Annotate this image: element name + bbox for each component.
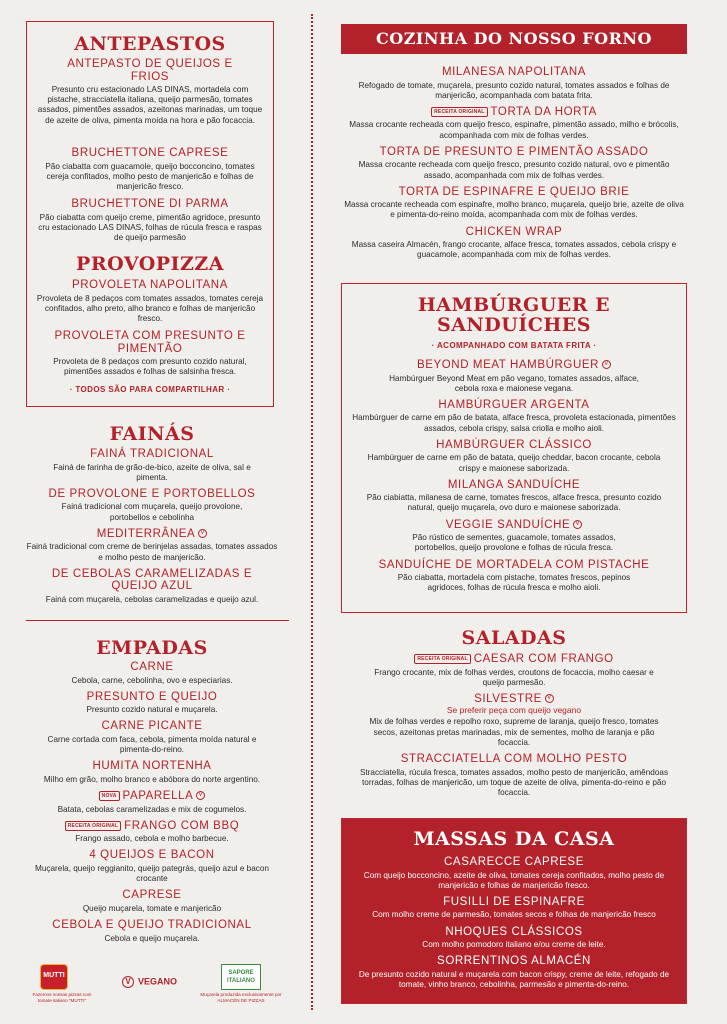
item-name: MILANESA NAPOLITANA bbox=[441, 66, 587, 78]
empadas-title: EMPADAS bbox=[96, 637, 208, 659]
item-name: TORTA DE ESPINAFRE E QUEIJO BRIE bbox=[398, 185, 630, 198]
item-name: MEDITERRÂNEA bbox=[96, 527, 196, 540]
item-name: CARNE PICANTE bbox=[101, 720, 203, 733]
item-desc: Massa crocante recheada com espinafre, molho branco, muçarela, queijo brie, azeite de oliva e pimenta-do-reino moída, acompanhada com mix de folhas verdes. bbox=[344, 200, 684, 220]
item-desc: Cebola, carne, cebolinha, ovo e especiarias. bbox=[71, 675, 233, 685]
new-tag: NOVA bbox=[99, 791, 120, 801]
item-name: ANTEPASTO DE QUEIJOS E FRIOS bbox=[67, 58, 233, 83]
vegan-icon: V bbox=[122, 976, 134, 988]
menu-item bbox=[352, 479, 676, 514]
item-desc: Pão ciabatta com queijo creme, pimentão agridoce, presunto cru estacionado LAS DINAS, folhas de rúcula fresca e raspas de queijo parmesão bbox=[38, 212, 262, 242]
item-desc: Provoleta de 8 pedaços com presunto cozido natural, pimentões assados e folhas de salsinha fresca. bbox=[53, 357, 247, 377]
item-name: BRUCHETTONE CAPRESE bbox=[71, 147, 229, 159]
menu-item bbox=[352, 856, 676, 891]
item-name: CARNE bbox=[130, 661, 174, 673]
item-desc: Com queijo bocconcino, azeite de oliva, tomates cereja confitados, molho pesto de manjericão e folhas de manjericão fresco. bbox=[363, 870, 665, 890]
item-desc: De presunto cozido natural e muçarela com bacon crispy, creme de leite, refogado de tomate, vinho branco, cebolinha, parmesão e pimenta-do-reino. bbox=[358, 969, 670, 990]
menu-item bbox=[26, 849, 278, 884]
item-desc: Batata, cebolas caramelizadas e mix de cogumelos. bbox=[57, 804, 247, 814]
menu-item bbox=[341, 226, 687, 261]
item-name: HAMBÚRGUER CLÁSSICO bbox=[436, 438, 592, 451]
item-name: PRESUNTO E QUEIJO bbox=[86, 690, 218, 703]
vegan-legend-label: VEGANO bbox=[138, 976, 178, 987]
menu-item bbox=[26, 760, 278, 785]
vegan-icon: V bbox=[545, 694, 554, 703]
massas-title: MASSAS DA CASA bbox=[413, 828, 615, 850]
item-name: HUMITA NORTENHA bbox=[92, 760, 212, 773]
item-name: FAINÁ TRADICIONAL bbox=[90, 448, 214, 460]
item-name: SANDUÍCHE DE MORTADELA COM PISTACHE bbox=[378, 558, 650, 571]
item-name: VEGGIE SANDUÍCHE bbox=[445, 518, 571, 531]
item-desc: Cebola e queijo muçarela. bbox=[104, 933, 200, 943]
antepastos-title: ANTEPASTOS bbox=[74, 33, 226, 55]
footer-logos bbox=[26, 962, 286, 1012]
mutti-caption: Fazemos nossas pizzas com tomate italiano "MUTTI" bbox=[32, 992, 92, 1003]
item-name: TORTA DE PRESUNTO E PIMENTÃO ASSADO bbox=[379, 145, 649, 158]
item-name: 4 QUEIJOS E BACON bbox=[89, 849, 215, 862]
item-desc: Provoleta de 8 pedaços com tomates assados, tomates cereja confitados, alho preto, alho branco e folhas de manjericão fresco. bbox=[36, 293, 264, 323]
item-desc: Pão ciabiatta, milanesa de carne, tomates frescos, alface fresca, presunto cozido natural, queijo muçarela, ovo duro e maionese saborizada. bbox=[366, 493, 662, 513]
center-divider bbox=[311, 14, 313, 1010]
forno-title: COZINHA DO NOSSO FORNO bbox=[376, 29, 652, 48]
item-desc: Fainá com muçarela, cebolas caramelizadas e queijo azul. bbox=[45, 594, 259, 604]
vegan-icon: V bbox=[198, 529, 207, 538]
item-name: HAMBÚRGUER ARGENTA bbox=[438, 398, 590, 411]
massas-list bbox=[352, 856, 676, 990]
item-desc: Pão rústico de sementes, guacamole, tomates assados, portobellos, queijo provolone e folhas de rúcula fresca. bbox=[412, 533, 616, 553]
menu-item bbox=[26, 661, 278, 686]
vegan-legend bbox=[122, 976, 177, 988]
menu-item bbox=[35, 58, 265, 126]
item-name: CASARECCE CAPRESE bbox=[444, 856, 584, 868]
item-desc: Presunto cozido natural e muçarela. bbox=[86, 705, 218, 715]
hamburguer-title-line2: SANDUÍCHES bbox=[436, 314, 592, 336]
menu-item bbox=[352, 399, 676, 434]
vegan-icon: V bbox=[573, 520, 582, 529]
item-desc: Queijo muçarela, tomate e manjericão bbox=[82, 903, 222, 913]
hamburguer-box bbox=[341, 283, 687, 613]
menu-item bbox=[26, 820, 278, 845]
vegan-icon: V bbox=[602, 360, 611, 369]
item-desc: Pão ciabatta, mortadela com pistache, tomates frescos, pepinos agridoces, folhas de rúcula fresca e molho aioli. bbox=[397, 573, 631, 593]
antepastos-box bbox=[26, 21, 274, 407]
item-desc: Muçarela, queijo reggianito, queijo pategrás, queijo azul e bacon crocante bbox=[35, 863, 269, 884]
item-name: PROVOLETA COM PRESUNTO E PIMENTÃO bbox=[54, 330, 246, 355]
item-name: CEBOLA E QUEIJO TRADICIONAL bbox=[52, 919, 252, 932]
menu-item bbox=[352, 926, 676, 951]
item-name: CAPRESE bbox=[122, 889, 182, 902]
menu-item bbox=[341, 653, 687, 688]
menu-item bbox=[352, 519, 676, 554]
fainas-title: FAINÁS bbox=[109, 423, 195, 445]
item-desc: Hambúrguer Beyond Meat em pão vegano, tomates assados, alface, cebola roxa e maionese vegana. bbox=[389, 373, 639, 393]
menu-item bbox=[341, 753, 687, 798]
empadas-section bbox=[26, 638, 278, 944]
hamburguer-list bbox=[352, 359, 676, 593]
item-name: BRUCHETTONE DI PARMA bbox=[71, 198, 229, 210]
item-desc: Mix de folhas verdes e repolho roxo, supreme de laranja, queijo fresco, tomates secos, azeitonas pretas marinadas, mix de sementes, molho de laranja e pão focaccia. bbox=[369, 717, 659, 747]
menu-item bbox=[26, 790, 278, 815]
menu-item bbox=[35, 330, 265, 377]
saladas-section bbox=[341, 628, 687, 798]
original-recipe-tag: RECEITA ORIGINAL bbox=[431, 107, 487, 117]
menu-item bbox=[341, 66, 687, 101]
mutti-logo: MUTTI bbox=[40, 964, 68, 990]
item-name: SORRENTINOS ALMACÉN bbox=[437, 955, 591, 968]
menu-item bbox=[26, 720, 278, 755]
item-name: PROVOLETA NAPOLITANA bbox=[71, 279, 228, 291]
item-name: NHOQUES CLÁSSICOS bbox=[445, 925, 583, 938]
menu-item bbox=[26, 448, 278, 483]
forno-section bbox=[341, 66, 687, 261]
menu-item bbox=[35, 198, 265, 243]
item-desc: Fainá de farinha de grão-de-bico, azeite de oliva, sal e pimenta. bbox=[53, 462, 251, 482]
menu-item bbox=[352, 955, 676, 990]
item-desc: Massa crocante recheada com queijo fresco, espinafre, pimentão assado, milho e brócolis, acompanhada com mix de folhas verdes. bbox=[349, 120, 679, 140]
item-desc: Hambúrguer de carne em pão de batata, alface fresca, provoleta estacionada, pimentões assados, cebola crispy, salsa criolla e molho aioli. bbox=[352, 413, 676, 433]
item-name: FUSILLI DE ESPINAFRE bbox=[443, 895, 585, 908]
menu-item bbox=[35, 147, 265, 192]
item-desc: Frango crocante, mix de folhas verdes, croutons de focaccia, molho caesar e queijo parmesão. bbox=[374, 667, 654, 687]
vegan-cheese-note: Se preferir peça com queijo vegano bbox=[446, 705, 582, 716]
item-name: CHICKEN WRAP bbox=[465, 225, 563, 238]
provopizza-title: PROVOPIZZA bbox=[76, 253, 224, 275]
item-desc: Fainá tradicional com muçarela, queijo provolone, portobellos e cebolinha bbox=[61, 502, 243, 522]
item-desc: Milho em grão, molho branco e abóbora do norte argentino. bbox=[43, 774, 261, 784]
menu-item bbox=[341, 106, 687, 141]
menu-item bbox=[352, 896, 676, 921]
sapore-italiano-logo: SAPORE ITALIANO bbox=[221, 964, 261, 990]
item-desc: Com molho creme de parmesão, tomates secos e folhas de manjericão fresco bbox=[372, 910, 656, 920]
item-desc: Fainá tradicional com creme de berinjelas assadas, tomates assados e molho pesto de manjericão. bbox=[26, 542, 278, 562]
massas-box bbox=[341, 818, 687, 1004]
item-name: PAPARELLA bbox=[122, 790, 194, 803]
item-desc: Presunto cru estacionado LAS DINAS, mortadela com pistache, stracciatella italiana, queijo parmesão, tomates assados, pimentões assados, azeitonas marinadas, um toque de azeite de oliva, pimenta moída na hora e pão focaccia. bbox=[37, 85, 263, 125]
menu-item bbox=[352, 559, 676, 594]
item-desc: Carne cortada com faca, cebola, pimenta moída natural e pimenta-do-reino. bbox=[47, 734, 257, 755]
item-desc: Massa crocante recheada com queijo fresco, presunto cozido natural, ovo e pimentão assado, acompanhada com mix de folhas verdes. bbox=[358, 160, 670, 180]
original-recipe-tag: RECEITA ORIGINAL bbox=[65, 821, 121, 831]
menu-item bbox=[352, 439, 676, 474]
item-name: DE PROVOLONE E PORTOBELLOS bbox=[48, 487, 256, 500]
item-desc: Massa caseira Almacén, frango crocante, alface fresca, tomates assados, cebola crispy e guacamole, acompanhada com mix de folhas verdes. bbox=[351, 240, 677, 260]
item-name: BEYOND MEAT HAMBÚRGUER bbox=[416, 359, 600, 371]
menu-item bbox=[26, 488, 278, 523]
item-name: TORTA DA HORTA bbox=[490, 105, 597, 118]
menu-item bbox=[341, 186, 687, 221]
menu-item bbox=[341, 146, 687, 181]
item-name: DE CEBOLAS CARAMELIZADAS E QUEIJO AZUL bbox=[51, 567, 253, 593]
item-desc: Refogado de tomate, muçarela, presunto cozido natural, tomates assados e folhas de manjericão, acompanhada com batata frita. bbox=[358, 80, 670, 100]
menu-item bbox=[341, 693, 687, 748]
item-name: STRACCIATELLA COM MOLHO PESTO bbox=[400, 753, 628, 766]
menu-item bbox=[352, 359, 676, 394]
menu-item bbox=[26, 889, 278, 914]
item-name: SILVESTRE bbox=[474, 692, 542, 705]
hamburguer-title-line1: HAMBÚRGUER E bbox=[417, 294, 611, 316]
fainas-section bbox=[26, 424, 278, 605]
item-desc: Frango assado, cebola e molho barbecue. bbox=[75, 834, 229, 844]
sapore-caption: Muçarela produzida exclusivamente por ALMACÉN DE PIZZAS bbox=[200, 992, 282, 1003]
menu-item bbox=[26, 568, 278, 605]
menu-item bbox=[26, 528, 278, 563]
item-name: MILANGA SANDUÍCHE bbox=[447, 478, 581, 491]
menu-item bbox=[26, 691, 278, 716]
share-note: · TODOS SÃO PARA COMPARTILHAR · bbox=[69, 385, 231, 394]
menu-item bbox=[35, 279, 265, 324]
item-name: FRANGO COM BBQ bbox=[124, 819, 240, 832]
item-desc: Pão ciabatta com guacamole, queijo bocconcino, tomates cereja confitados, molho pesto de manjericão e folhas de manjericão fresco. bbox=[45, 161, 255, 191]
forno-banner bbox=[341, 24, 687, 54]
item-name: CAESAR COM FRANGO bbox=[473, 653, 614, 665]
original-recipe-tag: RECEITA ORIGINAL bbox=[414, 654, 470, 664]
fries-note: · ACOMPANHADO COM BATATA FRITA · bbox=[431, 341, 597, 350]
menu-item bbox=[26, 919, 278, 944]
item-desc: Stracciatella, rúcula fresca, tomates assados, molho pesto de manjericão, amêndoas torradas, folhas de manjericão, um toque de azeite de oliva, pimenta-do-reino e pão focaccia. bbox=[359, 767, 669, 797]
item-desc: Com molho pomodoro italiano e/ou creme de leite. bbox=[422, 940, 606, 950]
vegan-icon: V bbox=[196, 791, 205, 800]
section-divider-line bbox=[26, 620, 289, 621]
item-desc: Hambúrguer de carne em pão de batata, queijo cheddar, bacon crocante, cebola crispy e maionese saborizada. bbox=[367, 453, 661, 473]
saladas-title: SALADAS bbox=[461, 627, 567, 649]
